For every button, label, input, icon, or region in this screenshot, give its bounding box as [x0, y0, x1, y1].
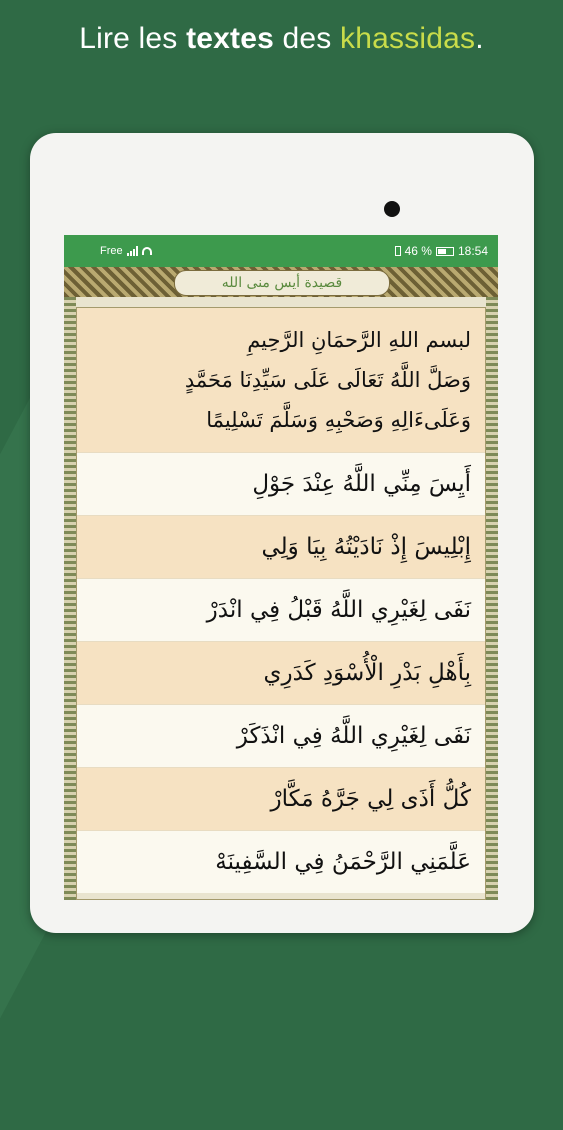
battery-percent: 46 %	[404, 244, 432, 258]
verse-row[interactable]: أَيِسَ مِنِّي اللَّهُ عِنْدَ جَوْلِ	[77, 452, 485, 515]
battery-icon	[436, 247, 454, 256]
status-left	[100, 245, 152, 257]
poem-frame	[64, 297, 498, 900]
headline-part-1: Lire les	[79, 22, 187, 55]
basmala-block	[77, 308, 485, 452]
carrier-label: Free	[100, 245, 123, 257]
verse-row[interactable]: بِأَهْلِ بَدْرِ الْأُسْوَدِ كَدَرِي	[77, 641, 485, 704]
app-screen	[64, 235, 498, 900]
tablet-camera	[384, 201, 400, 217]
clock: 18:54	[457, 244, 488, 258]
verse-row[interactable]: إِبْلِيسَ إِذْ نَادَيْتُهُ بِيَا وَلِي	[77, 515, 485, 578]
verse-row[interactable]: نَفَى لِغَيْرِي اللَّهُ قَبْلُ فِي انْدَرْ	[77, 578, 485, 641]
headline-part-5: .	[475, 22, 484, 55]
headline-part-4: khassidas	[340, 22, 476, 55]
vibrate-icon	[395, 246, 401, 256]
status-bar	[64, 235, 498, 267]
verse-row[interactable]: نَفَى لِغَيْرِي اللَّهُ فِي انْذَكَرْ	[77, 704, 485, 767]
verse-row[interactable]: عَلَّمَنِي الرَّحْمَنُ فِي السَّفِينَهْ	[77, 830, 485, 893]
poem-title: قصيدة أيس منى الله	[174, 270, 390, 296]
intro-line: وَصَلَّ اللَّهُ تَعَالَى عَلَى سَيِّدِنَا مَحَمَّدٍ	[184, 368, 471, 392]
signal-icon	[127, 246, 138, 256]
ornament-border-right	[486, 297, 498, 900]
promo-headline	[0, 22, 563, 56]
poem-content[interactable]	[76, 307, 486, 900]
headline-part-3: des	[273, 22, 341, 55]
intro-line: لبسم اللهِ الرَّحمَانِ الرَّحِيمِ	[247, 328, 471, 352]
headline-part-2: textes	[186, 22, 274, 55]
verse-row[interactable]: كُلُّ أَذَى لِي جَرَّهُ مَكَّارْ	[77, 767, 485, 830]
poem-title-bar	[64, 267, 498, 297]
intro-line: وَعَلَىءَالِهِ وَصَحْبِهِ وَسَلَّمَ تَسْلِيمًا	[206, 408, 471, 432]
wifi-icon	[142, 247, 152, 255]
ornament-border-left	[64, 297, 76, 900]
status-right	[395, 244, 488, 258]
